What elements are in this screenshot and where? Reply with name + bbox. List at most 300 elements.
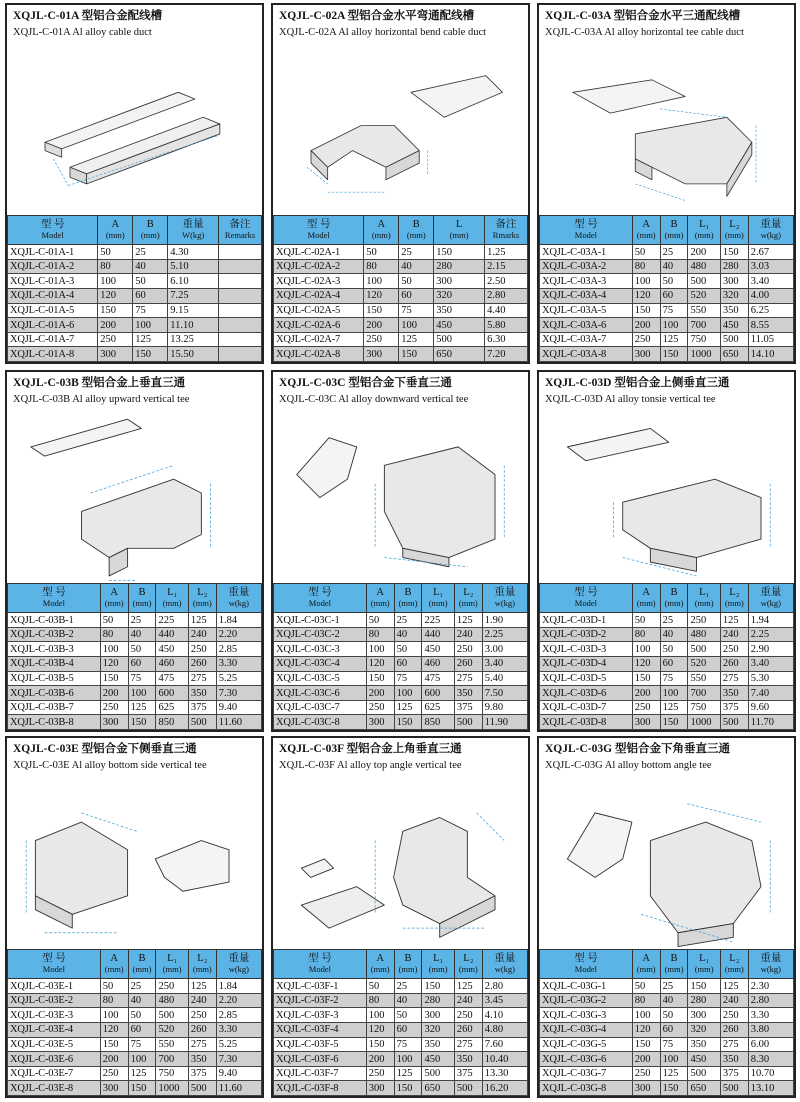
value-cell: 280 bbox=[688, 993, 720, 1008]
product-drawing bbox=[9, 59, 260, 217]
column-header-unit: w(kg) bbox=[760, 963, 782, 974]
model-cell: XQJL-C-03A-2 bbox=[540, 259, 633, 274]
value-cell: 700 bbox=[688, 686, 720, 701]
value-cell: 150 bbox=[422, 979, 454, 994]
table-row bbox=[8, 979, 262, 994]
value-cell: 200 bbox=[632, 1052, 660, 1067]
column-header bbox=[274, 950, 367, 979]
panel-title: XQJL-C-01A 型铝合金配线槽 bbox=[13, 10, 163, 22]
value-cell: 500 bbox=[720, 332, 748, 347]
value-cell: 500 bbox=[688, 274, 720, 289]
value-cell: 150 bbox=[366, 1037, 394, 1052]
value-cell: 350 bbox=[434, 303, 485, 318]
value-cell: 40 bbox=[660, 627, 688, 642]
column-header-top: L₁ bbox=[699, 218, 710, 230]
model-cell: XQJL-C-03G-7 bbox=[540, 1066, 633, 1081]
value-cell: 100 bbox=[100, 1008, 128, 1023]
value-cell: 2.20 bbox=[216, 627, 261, 642]
table-row bbox=[540, 1023, 794, 1038]
column-header bbox=[128, 584, 156, 613]
value-cell: 25 bbox=[399, 245, 434, 260]
value-cell: 7.25 bbox=[168, 289, 219, 304]
table-row bbox=[274, 1052, 528, 1067]
column-header bbox=[366, 950, 394, 979]
value-cell: 50 bbox=[660, 274, 688, 289]
value-cell: 300 bbox=[100, 1081, 128, 1096]
column-header bbox=[156, 584, 188, 613]
column-header-unit: (mm) bbox=[428, 963, 448, 974]
model-cell: XQJL-C-03C-4 bbox=[274, 657, 367, 672]
value-cell: 2.20 bbox=[216, 993, 261, 1008]
column-header bbox=[274, 584, 367, 613]
table-row bbox=[8, 657, 262, 672]
column-header-top: A bbox=[642, 952, 650, 964]
value-cell: 280 bbox=[434, 259, 485, 274]
model-cell: XQJL-C-03D-8 bbox=[540, 715, 633, 730]
column-header-unit: Model bbox=[308, 963, 331, 974]
spec-table bbox=[273, 583, 528, 730]
column-header-unit: (mm) bbox=[636, 963, 656, 974]
value-cell: 500 bbox=[688, 1066, 720, 1081]
table-row bbox=[274, 332, 528, 347]
table-row bbox=[274, 613, 528, 628]
value-cell: 275 bbox=[720, 1037, 748, 1052]
value-cell: 120 bbox=[366, 1023, 394, 1038]
table-row bbox=[8, 613, 262, 628]
value-cell: 2.25 bbox=[482, 627, 527, 642]
table-row bbox=[540, 715, 794, 730]
panel-title: XQJL-C-03C 型铝合金下垂直三通 bbox=[279, 377, 452, 389]
model-cell: XQJL-C-01A-5 bbox=[8, 303, 98, 318]
column-header-unit: (mm) bbox=[694, 597, 714, 608]
product-panel bbox=[5, 736, 264, 1098]
value-cell: 500 bbox=[720, 715, 748, 730]
column-header-unit: w(kg) bbox=[494, 597, 516, 608]
value-cell: 850 bbox=[156, 715, 188, 730]
value-cell: 16.20 bbox=[482, 1081, 527, 1096]
model-cell: XQJL-C-03B-3 bbox=[8, 642, 101, 657]
value-cell: 500 bbox=[188, 1081, 216, 1096]
value-cell: 50 bbox=[632, 979, 660, 994]
value-cell: 5.25 bbox=[216, 671, 261, 686]
value-cell: 260 bbox=[454, 1023, 482, 1038]
value-cell: 40 bbox=[660, 993, 688, 1008]
value-cell: 80 bbox=[100, 627, 128, 642]
value-cell: 100 bbox=[366, 1008, 394, 1023]
column-header-unit: (mm) bbox=[371, 229, 391, 240]
column-header-unit: w(kg) bbox=[760, 229, 782, 240]
column-header-top: B bbox=[404, 952, 412, 964]
product-drawing bbox=[9, 776, 260, 951]
column-header-top: L₁ bbox=[433, 952, 444, 964]
column-header bbox=[399, 216, 434, 245]
value-cell: 225 bbox=[422, 613, 454, 628]
column-header bbox=[720, 950, 748, 979]
value-cell: 25 bbox=[660, 245, 688, 260]
column-header-top: L₁ bbox=[699, 952, 710, 964]
column-header bbox=[128, 950, 156, 979]
value-cell: 40 bbox=[128, 627, 156, 642]
value-cell: 25 bbox=[660, 613, 688, 628]
value-cell: 480 bbox=[688, 259, 720, 274]
value-cell: 7.30 bbox=[216, 1052, 261, 1067]
column-header bbox=[454, 584, 482, 613]
product-panel bbox=[537, 736, 796, 1098]
column-header-unit: (mm) bbox=[105, 229, 125, 240]
value-cell: 120 bbox=[100, 1023, 128, 1038]
value-cell: 75 bbox=[128, 1037, 156, 1052]
value-cell: 260 bbox=[720, 1023, 748, 1038]
model-cell: XQJL-C-03C-6 bbox=[274, 686, 367, 701]
model-cell: XQJL-C-03F-4 bbox=[274, 1023, 367, 1038]
value-cell: 280 bbox=[422, 993, 454, 1008]
value-cell: 250 bbox=[720, 642, 748, 657]
table-row bbox=[274, 318, 528, 333]
value-cell: 150 bbox=[100, 671, 128, 686]
column-header-unit: Remarks bbox=[224, 229, 256, 240]
column-header-unit: Rmarks bbox=[492, 229, 520, 240]
column-header bbox=[100, 584, 128, 613]
table-header-row bbox=[274, 584, 528, 613]
model-cell: XQJL-C-02A-2 bbox=[274, 259, 364, 274]
panel-subtitle: XQJL-C-01A Al alloy cable duct bbox=[13, 27, 152, 38]
column-header-unit: Model bbox=[574, 597, 597, 608]
value-cell: 150 bbox=[660, 347, 688, 362]
column-header-unit: Model bbox=[41, 229, 64, 240]
column-header-unit: (mm) bbox=[192, 963, 212, 974]
value-cell: 2.85 bbox=[216, 642, 261, 657]
value-cell: 520 bbox=[688, 289, 720, 304]
value-cell: 450 bbox=[434, 318, 485, 333]
column-header-unit: (mm) bbox=[398, 597, 418, 608]
value-cell: 300 bbox=[720, 274, 748, 289]
value-cell bbox=[219, 289, 262, 304]
table-row bbox=[8, 1081, 262, 1096]
value-cell: 120 bbox=[100, 657, 128, 672]
value-cell: 320 bbox=[422, 1023, 454, 1038]
panel-title: XQJL-C-03E 型铝合金下侧垂直三通 bbox=[13, 743, 197, 755]
value-cell: 375 bbox=[454, 1066, 482, 1081]
value-cell: 700 bbox=[156, 1052, 188, 1067]
value-cell: 60 bbox=[128, 657, 156, 672]
product-drawing bbox=[541, 776, 792, 951]
model-cell: XQJL-C-01A-3 bbox=[8, 274, 98, 289]
value-cell: 50 bbox=[133, 274, 168, 289]
column-header-top: L₂ bbox=[729, 586, 740, 598]
value-cell: 260 bbox=[454, 657, 482, 672]
value-cell: 500 bbox=[688, 642, 720, 657]
value-cell: 50 bbox=[399, 274, 434, 289]
value-cell: 275 bbox=[720, 671, 748, 686]
value-cell: 440 bbox=[422, 627, 454, 642]
table-header-row bbox=[274, 950, 528, 979]
value-cell: 4.30 bbox=[168, 245, 219, 260]
panel-subtitle: XQJL-C-03E Al alloy bottom side vertical tee bbox=[13, 760, 207, 771]
spec-table bbox=[539, 949, 794, 1096]
value-cell: 100 bbox=[632, 642, 660, 657]
model-cell: XQJL-C-03E-8 bbox=[8, 1081, 101, 1096]
value-cell: 13.10 bbox=[748, 1081, 793, 1096]
model-cell: XQJL-C-02A-1 bbox=[274, 245, 364, 260]
column-header bbox=[8, 584, 101, 613]
value-cell: 11.90 bbox=[482, 715, 527, 730]
value-cell: 240 bbox=[454, 627, 482, 642]
table-row bbox=[274, 274, 528, 289]
value-cell: 40 bbox=[660, 259, 688, 274]
column-header bbox=[100, 950, 128, 979]
model-cell: XQJL-C-01A-6 bbox=[8, 318, 98, 333]
column-header bbox=[168, 216, 219, 245]
column-header bbox=[98, 216, 133, 245]
value-cell: 10.70 bbox=[748, 1066, 793, 1081]
duct-illustration bbox=[9, 59, 260, 217]
column-header-top: B bbox=[404, 586, 412, 598]
value-cell: 9.60 bbox=[748, 700, 793, 715]
value-cell: 200 bbox=[366, 1052, 394, 1067]
value-cell: 2.50 bbox=[485, 274, 528, 289]
value-cell: 14.10 bbox=[748, 347, 793, 362]
duct-illustration bbox=[541, 410, 792, 585]
value-cell: 5.10 bbox=[168, 259, 219, 274]
column-header bbox=[394, 950, 422, 979]
column-header-top: L₂ bbox=[463, 586, 474, 598]
value-cell: 375 bbox=[188, 1066, 216, 1081]
value-cell: 80 bbox=[366, 627, 394, 642]
value-cell: 375 bbox=[188, 700, 216, 715]
value-cell: 75 bbox=[394, 671, 422, 686]
value-cell: 460 bbox=[156, 657, 188, 672]
value-cell: 150 bbox=[632, 1037, 660, 1052]
value-cell: 350 bbox=[454, 686, 482, 701]
column-header bbox=[632, 950, 660, 979]
column-header-unit: Model bbox=[574, 229, 597, 240]
table-header-row bbox=[8, 584, 262, 613]
column-header-top: 重量 bbox=[182, 218, 204, 230]
column-header-unit: (mm) bbox=[192, 597, 212, 608]
value-cell: 6.25 bbox=[748, 303, 793, 318]
product-panel bbox=[5, 3, 264, 364]
value-cell: 75 bbox=[128, 671, 156, 686]
column-header-top: 型 号 bbox=[574, 586, 598, 598]
panel-subtitle: XQJL-C-03D Al alloy tonsie vertical tee bbox=[545, 394, 716, 405]
table-row bbox=[8, 303, 262, 318]
value-cell: 440 bbox=[156, 627, 188, 642]
value-cell: 320 bbox=[688, 1023, 720, 1038]
value-cell: 250 bbox=[100, 1066, 128, 1081]
model-cell: XQJL-C-03E-5 bbox=[8, 1037, 101, 1052]
value-cell: 11.10 bbox=[168, 318, 219, 333]
panel-subtitle: XQJL-C-03G Al alloy bottom angle tee bbox=[545, 760, 712, 771]
model-cell: XQJL-C-03G-1 bbox=[540, 979, 633, 994]
value-cell bbox=[219, 318, 262, 333]
panel-title: XQJL-C-03G 型铝合金下角垂直三通 bbox=[545, 743, 730, 755]
column-header bbox=[660, 584, 688, 613]
table-row bbox=[540, 700, 794, 715]
duct-illustration bbox=[275, 776, 526, 951]
column-header-unit: (mm) bbox=[370, 963, 390, 974]
value-cell: 250 bbox=[366, 700, 394, 715]
duct-illustration bbox=[9, 776, 260, 951]
value-cell: 25 bbox=[133, 245, 168, 260]
column-header-unit: (mm) bbox=[664, 963, 684, 974]
value-cell: 3.40 bbox=[748, 657, 793, 672]
column-header bbox=[422, 950, 454, 979]
column-header-top: 型 号 bbox=[40, 218, 65, 230]
value-cell: 40 bbox=[394, 627, 422, 642]
value-cell: 750 bbox=[688, 700, 720, 715]
value-cell: 350 bbox=[720, 686, 748, 701]
table-row bbox=[8, 1037, 262, 1052]
value-cell: 275 bbox=[188, 671, 216, 686]
table-row bbox=[8, 1023, 262, 1038]
value-cell: 250 bbox=[632, 332, 660, 347]
table-row bbox=[8, 642, 262, 657]
value-cell: 60 bbox=[660, 1023, 688, 1038]
model-cell: XQJL-C-03G-8 bbox=[540, 1081, 633, 1096]
value-cell: 350 bbox=[422, 1037, 454, 1052]
panel-title: XQJL-C-03A 型铝合金水平三通配线槽 bbox=[545, 10, 741, 22]
value-cell: 450 bbox=[422, 642, 454, 657]
duct-illustration bbox=[541, 776, 792, 951]
model-cell: XQJL-C-03A-8 bbox=[540, 347, 633, 362]
value-cell: 300 bbox=[632, 715, 660, 730]
value-cell: 300 bbox=[632, 1081, 660, 1096]
value-cell: 11.60 bbox=[216, 715, 261, 730]
value-cell: 50 bbox=[366, 979, 394, 994]
value-cell: 3.40 bbox=[482, 657, 527, 672]
value-cell: 125 bbox=[454, 613, 482, 628]
value-cell: 100 bbox=[660, 686, 688, 701]
table-row bbox=[540, 1066, 794, 1081]
panel-title: XQJL-C-03B 型铝合金上垂直三通 bbox=[13, 377, 186, 389]
value-cell: 520 bbox=[156, 1023, 188, 1038]
value-cell: 500 bbox=[720, 1081, 748, 1096]
value-cell: 100 bbox=[128, 1052, 156, 1067]
model-cell: XQJL-C-03B-1 bbox=[8, 613, 101, 628]
column-header-unit: (mm) bbox=[724, 597, 744, 608]
table-header-row bbox=[8, 950, 262, 979]
column-header-top: L₂ bbox=[729, 218, 740, 230]
table-row bbox=[8, 700, 262, 715]
column-header bbox=[632, 584, 660, 613]
value-cell: 260 bbox=[720, 657, 748, 672]
value-cell: 475 bbox=[422, 671, 454, 686]
value-cell: 1000 bbox=[156, 1081, 188, 1096]
model-cell: XQJL-C-02A-8 bbox=[274, 347, 364, 362]
model-cell: XQJL-C-03A-3 bbox=[540, 274, 633, 289]
value-cell: 50 bbox=[100, 613, 128, 628]
column-header-unit: w(kg) bbox=[760, 597, 782, 608]
column-header bbox=[688, 950, 720, 979]
value-cell: 320 bbox=[720, 289, 748, 304]
value-cell: 150 bbox=[128, 1081, 156, 1096]
value-cell: 50 bbox=[660, 1008, 688, 1023]
value-cell: 200 bbox=[632, 318, 660, 333]
column-header-unit: w(kg) bbox=[494, 963, 516, 974]
value-cell: 1000 bbox=[688, 347, 720, 362]
value-cell: 150 bbox=[366, 671, 394, 686]
value-cell: 9.15 bbox=[168, 303, 219, 318]
value-cell: 125 bbox=[394, 700, 422, 715]
panel-title: XQJL-C-03F 型铝合金上角垂直三通 bbox=[279, 743, 462, 755]
model-cell: XQJL-C-01A-2 bbox=[8, 259, 98, 274]
model-cell: XQJL-C-03B-8 bbox=[8, 715, 101, 730]
value-cell: 50 bbox=[100, 979, 128, 994]
column-header-top: 备注 bbox=[495, 218, 517, 230]
value-cell: 3.30 bbox=[748, 1008, 793, 1023]
table-row bbox=[274, 303, 528, 318]
value-cell: 250 bbox=[98, 332, 133, 347]
column-header bbox=[219, 216, 262, 245]
table-row bbox=[540, 318, 794, 333]
value-cell: 50 bbox=[660, 642, 688, 657]
column-header bbox=[748, 584, 793, 613]
value-cell: 3.45 bbox=[482, 993, 527, 1008]
column-header bbox=[364, 216, 399, 245]
column-header bbox=[366, 584, 394, 613]
model-cell: XQJL-C-03F-7 bbox=[274, 1066, 367, 1081]
value-cell: 60 bbox=[133, 289, 168, 304]
value-cell: 250 bbox=[454, 642, 482, 657]
model-cell: XQJL-C-03G-2 bbox=[540, 993, 633, 1008]
value-cell: 50 bbox=[632, 613, 660, 628]
column-header-top: 重量 bbox=[760, 952, 782, 964]
column-header-top: 重量 bbox=[494, 952, 516, 964]
value-cell: 11.05 bbox=[748, 332, 793, 347]
value-cell: 125 bbox=[454, 979, 482, 994]
spec-table bbox=[539, 215, 794, 362]
panel-title: XQJL-C-03D 型铝合金上侧垂直三通 bbox=[545, 377, 730, 389]
value-cell: 9.40 bbox=[216, 1066, 261, 1081]
column-header-top: A bbox=[376, 952, 384, 964]
table-row bbox=[274, 715, 528, 730]
value-cell: 75 bbox=[660, 303, 688, 318]
value-cell: 60 bbox=[128, 1023, 156, 1038]
value-cell: 6.00 bbox=[748, 1037, 793, 1052]
value-cell: 50 bbox=[128, 642, 156, 657]
value-cell: 75 bbox=[399, 303, 434, 318]
value-cell: 300 bbox=[100, 715, 128, 730]
table-row bbox=[8, 1052, 262, 1067]
value-cell: 40 bbox=[394, 993, 422, 1008]
column-header bbox=[156, 950, 188, 979]
model-cell: XQJL-C-03F-5 bbox=[274, 1037, 367, 1052]
column-header-top: B bbox=[670, 952, 678, 964]
column-header bbox=[688, 584, 720, 613]
value-cell: 3.30 bbox=[216, 1023, 261, 1038]
value-cell: 7.30 bbox=[216, 686, 261, 701]
value-cell: 250 bbox=[632, 700, 660, 715]
value-cell: 350 bbox=[720, 303, 748, 318]
value-cell: 100 bbox=[394, 686, 422, 701]
value-cell: 250 bbox=[188, 642, 216, 657]
value-cell: 260 bbox=[188, 1023, 216, 1038]
value-cell: 625 bbox=[422, 700, 454, 715]
column-header-top: A bbox=[110, 952, 118, 964]
table-row bbox=[540, 1037, 794, 1052]
value-cell: 150 bbox=[434, 245, 485, 260]
value-cell: 240 bbox=[188, 993, 216, 1008]
value-cell: 500 bbox=[454, 1081, 482, 1096]
model-cell: XQJL-C-03D-3 bbox=[540, 642, 633, 657]
value-cell: 2.80 bbox=[485, 289, 528, 304]
column-header-top: 型 号 bbox=[574, 218, 598, 230]
value-cell bbox=[219, 245, 262, 260]
value-cell: 100 bbox=[98, 274, 133, 289]
value-cell: 250 bbox=[632, 1066, 660, 1081]
column-header-unit: (mm) bbox=[104, 963, 124, 974]
table-row bbox=[274, 1023, 528, 1038]
